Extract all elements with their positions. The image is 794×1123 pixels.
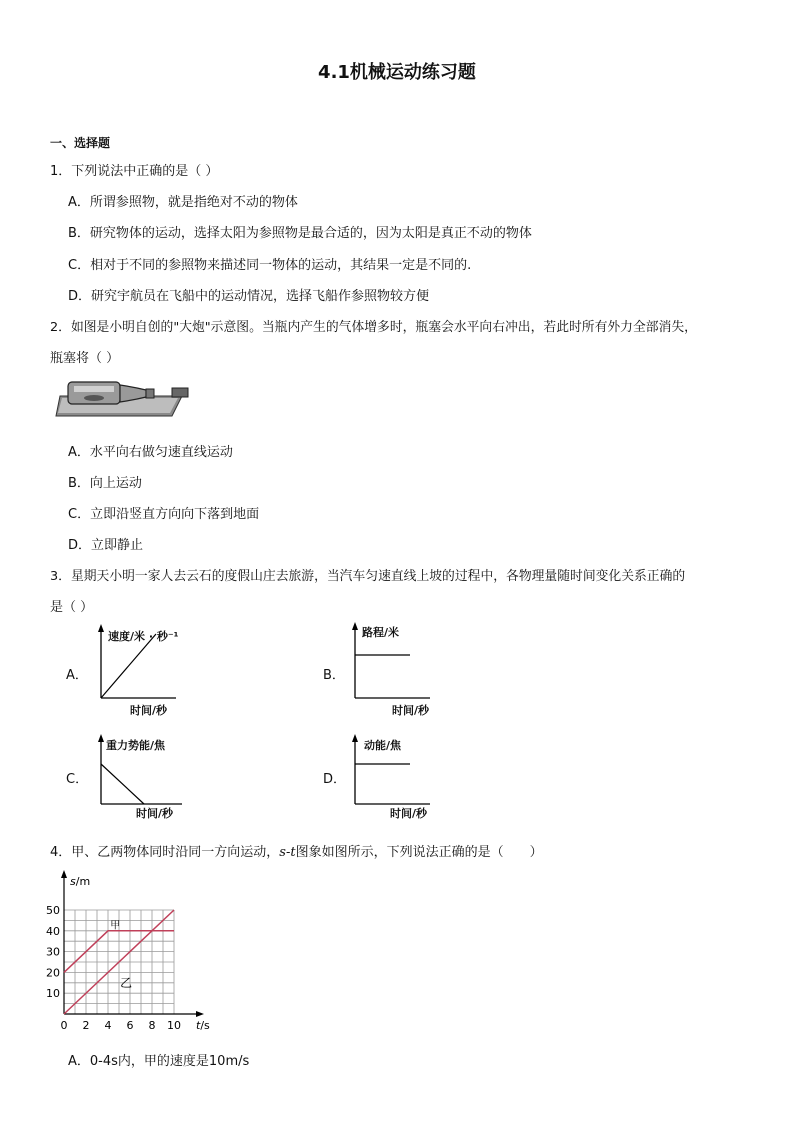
question-1-option-a: A．所谓参照物，就是指绝对不动的物体 xyxy=(68,195,298,210)
x-tick-label: 8 xyxy=(148,1019,156,1032)
x-tick-label: 2 xyxy=(82,1019,90,1032)
question-2-option-b: B．向上运动 xyxy=(68,476,142,491)
x-tick-label: 6 xyxy=(126,1019,134,1032)
question-3-stem-line-2: 是（ ） xyxy=(50,600,94,615)
graph-d-ylabel: 动能/焦 xyxy=(364,739,402,752)
y-tick-label: 30 xyxy=(46,945,60,959)
section-heading: 一、选择题 xyxy=(50,136,111,150)
x-axis-arrow xyxy=(196,1011,204,1017)
y-tick-label: 50 xyxy=(46,904,60,917)
graph-b-ylabel: 路程/米 xyxy=(362,626,400,639)
question-4-option-a: A．0-4s内，甲的速度是10m/s xyxy=(68,1054,250,1069)
series-label-jia: 甲 xyxy=(110,920,121,932)
x-tick-label: 0 xyxy=(60,1019,68,1032)
question-3-option-a-letter: A． xyxy=(66,668,88,683)
graph-a-ylabel: 速度/米 · 秒⁻¹ xyxy=(108,630,179,643)
question-1-option-d: D．研究宇航员在飞船中的运动情况，选择飞船作参照物较方便 xyxy=(68,289,430,304)
cannon-bottle-figure xyxy=(54,376,194,418)
x-tick-label: 10 xyxy=(167,1019,181,1032)
x-axis-label: t/s xyxy=(196,1019,210,1032)
question-4-stem xyxy=(50,841,543,860)
graph-a-xlabel: 时间/秒 xyxy=(130,704,168,717)
question-4-stem-italic: s-t xyxy=(279,845,296,860)
question-1-option-c: C．相对于不同的参照物来描述同一物体的运动，其结果一定是不同的. xyxy=(68,258,472,273)
question-3-option-d-letter: D． xyxy=(323,772,347,787)
y-axis-label: s/m xyxy=(70,875,91,888)
question-2-option-d: D．立即静止 xyxy=(68,538,144,553)
question-2-stem-line-1: 2．如图是小明自创的"大炮"示意图。当瓶内产生的气体增多时，瓶塞会水平向右冲出，若此时所有外力全部消失， xyxy=(50,320,697,335)
st-graph xyxy=(30,868,230,1036)
question-4-stem-prefix: 4．甲、乙两物体同时沿同一方向运动， xyxy=(50,845,280,860)
question-4-stem-suffix: 图象如图所示，下列说法正确的是（ ） xyxy=(295,845,543,860)
question-3-option-c-letter: C． xyxy=(66,772,89,787)
y-axis-arrow xyxy=(61,870,67,878)
page-title: 4.1机械运动练习题 xyxy=(318,62,476,83)
question-2-stem-line-2: 瓶塞将（ ） xyxy=(50,351,120,366)
graph-c-ylabel: 重力势能/焦 xyxy=(106,739,166,752)
y-tick-label: 10 xyxy=(46,987,60,1001)
question-2-option-a: A．水平向右做匀速直线运动 xyxy=(68,445,233,460)
y-tick-label: 20 xyxy=(46,966,60,980)
graph-b-xlabel: 时间/秒 xyxy=(392,704,430,717)
graph-d-xlabel: 时间/秒 xyxy=(390,807,428,820)
y-tick-label: 40 xyxy=(46,924,60,938)
question-2-option-c: C．立即沿竖直方向向下落到地面 xyxy=(68,507,260,522)
graph-c-xlabel: 时间/秒 xyxy=(136,807,174,820)
question-1-stem: 1．下列说法中正确的是（ ） xyxy=(50,164,219,179)
question-3-option-b-letter: B． xyxy=(323,668,345,683)
x-tick-label: 4 xyxy=(104,1019,112,1032)
series-label-yi: 乙 xyxy=(120,975,133,990)
question-3-stem-line-1: 3．星期天小明一家人去云石的度假山庄去旅游，当汽车匀速直线上坡的过程中，各物理量随时间变化关系正确的 xyxy=(50,569,686,584)
question-1-option-b: B．研究物体的运动，选择太阳为参照物是最合适的，因为太阳是真正不动的物体 xyxy=(68,226,532,241)
